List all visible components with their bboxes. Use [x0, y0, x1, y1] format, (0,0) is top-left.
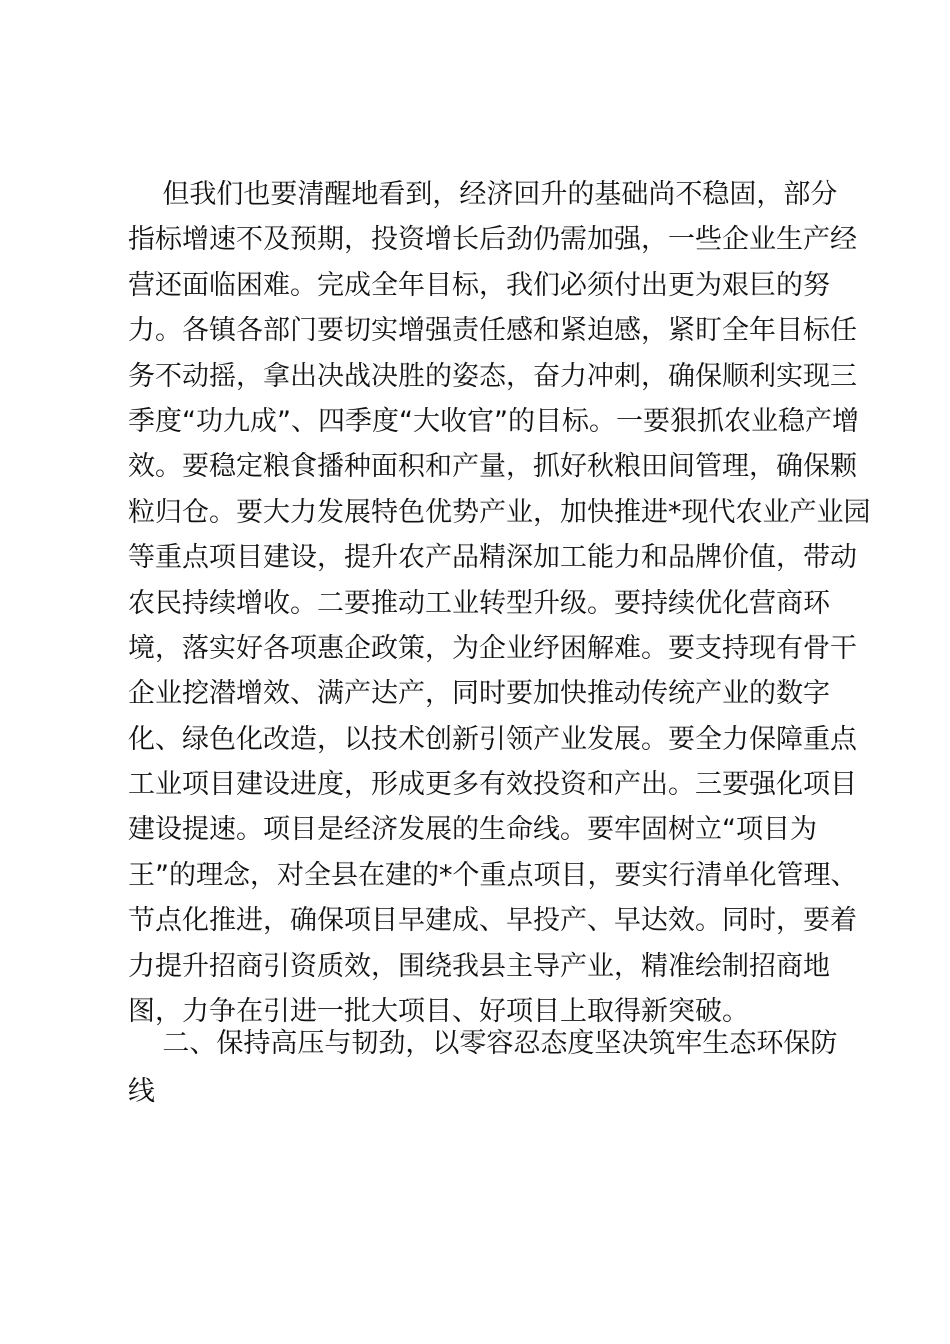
paragraph-line: 等重点项目建设，提升农产品精深加工能力和品牌价值，带动 — [128, 542, 857, 574]
paragraph-line: 季度“功九成”、四季度“大收官”的目标。一要狠抓农业稳产增 — [128, 405, 859, 437]
paragraph-line: 王”的理念，对全县在建的*个重点项目，要实行清单化管理、 — [128, 859, 858, 891]
paragraph-line: 指标增速不及预期，投资增长后劲仍需加强，一些企业生产经 — [128, 224, 857, 256]
body-paragraph — [128, 172, 871, 1034]
paragraph-line: 务不动摇，拿出决战决胜的姿态，奋力冲刺，确保顺利实现三 — [128, 360, 857, 392]
paragraph-line: 营还面临困难。完成全年目标，我们必须付出更为艰巨的努 — [128, 269, 830, 301]
paragraph-line: 建设提速。项目是经济发展的生命线。要牢固树立“项目为 — [128, 814, 817, 846]
section-heading — [128, 1020, 838, 1116]
paragraph-line: 效。要稳定粮食播种面积和产量，抓好秋粮田间管理，确保颗 — [128, 451, 857, 483]
paragraph-line: 力。各镇各部门要切实增强责任感和紧迫感，紧盯全年目标任 — [128, 315, 857, 347]
paragraph-line: 力提升招商引资质效，围绕我县主导产业，精准绘制招商地 — [128, 950, 830, 982]
paragraph-line: 企业挖潜增效、满产达产，同时要加快推动传统产业的数字 — [128, 678, 830, 710]
heading-line: 二、保持高压与韧劲，以零容忍态度坚决筑牢生态环保防 — [128, 1028, 838, 1059]
paragraph-line: 境，落实好各项惠企政策，为企业纾困解难。要支持现有骨干 — [128, 632, 857, 664]
paragraph-line: 农民持续增收。二要推动工业转型升级。要持续优化营商环 — [128, 587, 830, 619]
paragraph-line: 节点化推进，确保项目早建成、早投产、早达效。同时，要着 — [128, 905, 857, 937]
paragraph-line: 工业项目建设进度，形成更多有效投资和产出。三要强化项目 — [128, 769, 857, 801]
paragraph-line: 粒归仓。要大力发展特色优势产业，加快推进*现代农业产业园 — [128, 496, 871, 528]
heading-line: 线 — [128, 1076, 155, 1107]
paragraph-line: 化、绿色化改造，以技术创新引领产业发展。要全力保障重点 — [128, 723, 857, 755]
paragraph-line: 图，力争在引进一批大项目、好项目上取得新突破。 — [128, 996, 749, 1028]
paragraph-line: 但我们也要清醒地看到，经济回升的基础尚不稳固，部分 — [128, 179, 838, 210]
